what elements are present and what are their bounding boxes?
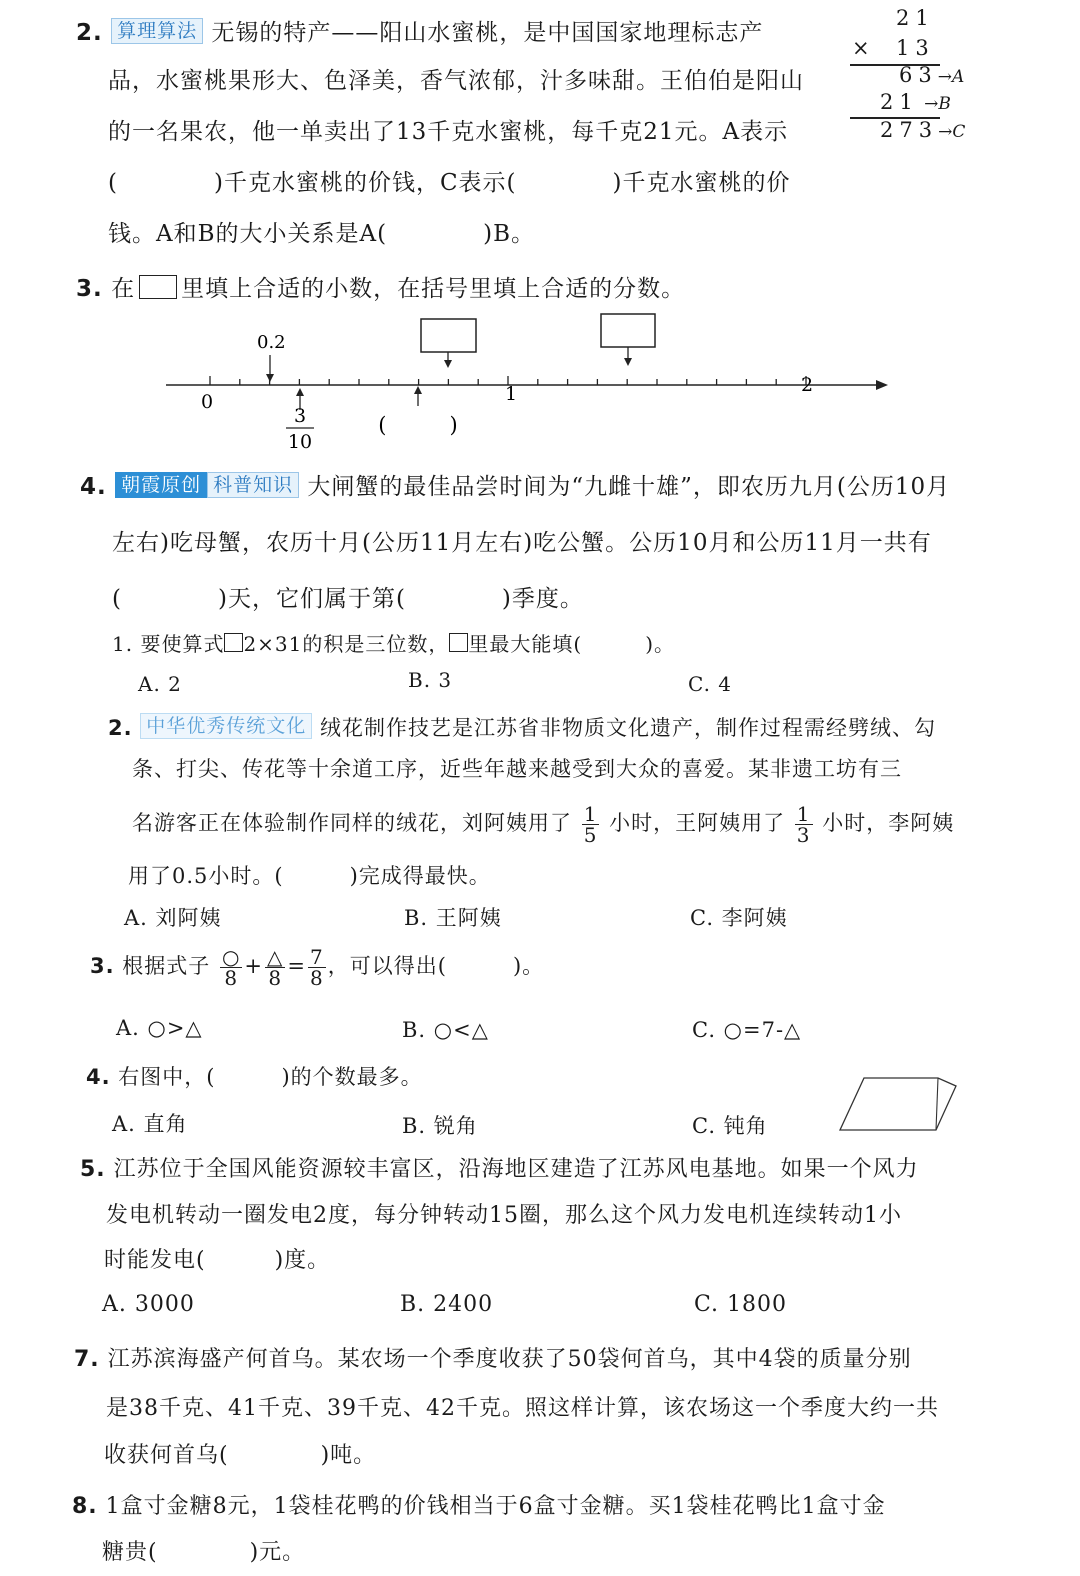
- question-3-line-1: [76, 270, 685, 303]
- question-text: 1盒寸金糖8元，1袋桂花鸭的价钱相当于6盒寸金糖。买1袋桂花鸭比1盒寸金: [105, 1494, 886, 1519]
- question-number: 3.: [76, 276, 103, 302]
- question-text: 2×31的积是三位数，: [243, 632, 450, 656]
- question-number: 2.: [108, 716, 133, 740]
- question-2-line-2: 品，水蜜桃果形大、色泽美，香气浓郁，汁多味甜。王伯伯是阳山: [108, 68, 804, 94]
- question-text: 右图中，( )的个数最多。: [118, 1065, 423, 1089]
- fraction-numerator: 3: [293, 405, 307, 427]
- point-label-0-2: 0.2: [257, 332, 286, 353]
- label-b: →B: [918, 94, 951, 114]
- tick-label-2: 2: [801, 374, 814, 396]
- question-2-line-3: 的一名果农，他一单卖出了13千克水蜜桃，每千克21元。A表示: [108, 119, 789, 145]
- axis-arrowhead: [876, 380, 888, 390]
- question-text: 小时，王阿姨用了: [609, 811, 786, 835]
- choice-3-option-b[interactable]: B. ○<△: [402, 1018, 489, 1042]
- question-text: 江苏滨海盛产何首乌。某农场一个季度收获了50袋何首乌，其中4袋的质量分别: [107, 1347, 912, 1372]
- choice-2-line-2: 条、打尖、传花等十余道工序，近些年越来越受到大众的喜爱。某非遗工坊有三: [132, 757, 902, 781]
- choice-3-option-c[interactable]: C. ○=7-△: [692, 1018, 802, 1042]
- question-number: 2.: [76, 20, 103, 46]
- question-text: 在: [111, 276, 136, 302]
- question-7-line-2: 是38千克、41千克、39千克、42千克。照这样计算，该农场这一个季度大约一共: [106, 1396, 939, 1421]
- product-value: 273: [880, 118, 939, 142]
- partial-product-2: [880, 90, 951, 114]
- question-number: 1.: [112, 632, 134, 656]
- question-number: 4.: [80, 474, 107, 500]
- category-tag: 科普知识: [207, 472, 299, 498]
- answer-box-sample: [139, 275, 177, 299]
- partial-product-1: [899, 63, 964, 87]
- choice-1-option-a[interactable]: A. 2: [138, 672, 182, 696]
- choice-2-option-c[interactable]: C. 李阿姨: [690, 906, 788, 930]
- question-8-line-1: [72, 1489, 886, 1520]
- number-line: [0, 300, 1000, 460]
- question-2-line-5: 钱。A和B的大小关系是A( )B。: [108, 221, 535, 247]
- question-4-line-3: ( )天，它们属于第( )季度。: [112, 586, 584, 612]
- question-text: 名游客正在体验制作同样的绒花，刘阿姨用了: [132, 811, 572, 835]
- multiplicand: 21: [896, 6, 935, 30]
- choice-1-option-c[interactable]: C. 4: [688, 672, 733, 696]
- choice-4-line-1: [86, 1061, 423, 1091]
- question-text: 绒花制作技艺是江苏省非物质文化遗产，制作过程需经劈绒、勾: [319, 716, 936, 740]
- choice-5-option-a[interactable]: A. 3000: [102, 1292, 195, 1317]
- brand-tag: 朝霞原创: [115, 472, 207, 498]
- tick-label-1: 1: [505, 383, 518, 405]
- category-tag: 中华优秀传统文化: [140, 713, 312, 739]
- question-text: 根据式子: [122, 954, 211, 978]
- category-tag: 算理算法: [111, 18, 203, 44]
- choice-2-option-b[interactable]: B. 王阿姨: [404, 906, 502, 930]
- choice-5-line-1: [80, 1152, 919, 1183]
- arrow-box-1: [444, 360, 452, 368]
- choice-5-line-3: 时能发电( )度。: [104, 1248, 331, 1273]
- fraction-triangle-eighths: $\frac{\triangle}{8}$: [267, 945, 284, 990]
- question-number: 5.: [80, 1157, 106, 1182]
- question-text: 无锡的特产——阳山水蜜桃，是中国国家地理标志产: [211, 20, 764, 46]
- choice-5-line-2: 发电机转动一圈发电2度，每分钟转动15圈，那么这个风力发电机连续转动1小: [106, 1203, 902, 1228]
- choice-1-stem: [112, 628, 675, 657]
- blank-fraction-parens: ( ): [378, 413, 458, 437]
- fraction-one-fifth: $\frac{1}{5}$: [583, 802, 598, 847]
- arrow-three-tenths: [296, 388, 304, 396]
- fraction-circle-eighths: $\frac{○}{8}$: [221, 945, 241, 990]
- blank-square: [224, 633, 243, 652]
- multiply-sign: ×: [852, 36, 876, 60]
- fraction-seven-eighths: $\frac{7}{8}$: [310, 945, 324, 990]
- question-4-line-1: [80, 468, 950, 501]
- partial-product-2-value: 21: [880, 90, 919, 114]
- question-text: 里最大能填( )。: [468, 632, 675, 656]
- question-number: 4.: [86, 1065, 111, 1089]
- question-text: ，可以得出( )。: [327, 954, 545, 978]
- question-7-line-3: 收获何首乌( )吨。: [104, 1443, 377, 1468]
- question-8-line-2: 糖贵( )元。: [102, 1540, 306, 1565]
- fraction-one-third: $\frac{1}{3}$: [796, 802, 811, 847]
- label-c: →C: [938, 122, 966, 142]
- question-number: 3.: [90, 954, 115, 978]
- question-2-line-1: [76, 14, 763, 47]
- blank-square: [449, 633, 468, 652]
- answer-box-2: [601, 314, 655, 347]
- question-text: 里填上合适的小数，在括号里填上合适的分数。: [181, 276, 686, 302]
- question-number: 8.: [72, 1494, 98, 1519]
- choice-2-line-4: 用了0.5小时。( )完成得最快。: [128, 864, 491, 888]
- question-2-line-4: ( )千克水蜜桃的价钱，C表示( )千克水蜜桃的价: [108, 170, 791, 196]
- question-text: 要使算式: [140, 632, 225, 656]
- question-4-line-2: 左右)吃母蟹，农历十月(公历11月左右)吃公蟹。公历10月和公历11月一共有: [112, 530, 932, 556]
- arrow-box-2: [624, 358, 632, 366]
- question-number: 7.: [74, 1347, 100, 1372]
- choice-5-option-c[interactable]: C. 1800: [694, 1292, 788, 1317]
- question-text: 大闸蟹的最佳品尝时间为“九雌十雄”，即农历九月(公历10月: [307, 474, 951, 500]
- question-7-line-1: [74, 1342, 912, 1373]
- choice-2-option-a[interactable]: A. 刘阿姨: [124, 906, 222, 930]
- partial-product-1-value: 63: [899, 63, 938, 87]
- answer-box-1: [421, 319, 476, 352]
- question-text: 小时，李阿姨: [822, 811, 955, 835]
- label-a: →A: [937, 67, 965, 87]
- choice-2-line-1: [108, 712, 936, 742]
- choice-3-option-a[interactable]: A. ○>△: [116, 1016, 203, 1040]
- choice-4-option-c[interactable]: C. 钝角: [692, 1114, 768, 1138]
- choice-5-option-b[interactable]: B. 2400: [400, 1292, 494, 1317]
- arrow-blank-fraction: [414, 386, 422, 394]
- multiplier: 13: [896, 36, 935, 60]
- question-text: 江苏位于全国风能资源较丰富区，沿海地区建造了江苏风电基地。如果一个风力: [113, 1157, 919, 1182]
- tick-label-0: 0: [201, 391, 214, 413]
- choice-4-option-a[interactable]: A. 直角: [112, 1112, 188, 1136]
- choice-2-line-3: [132, 804, 954, 845]
- fraction-denominator: 10: [287, 431, 313, 453]
- product: [880, 118, 965, 142]
- choice-1-option-b[interactable]: B. 3: [408, 668, 453, 692]
- choice-3-line-1: 3. 根据式子 $\frac{○}{8}$ + $\frac{\triangle}{8}$ = $\frac{7}{8}$ ，可以得出( )。: [90, 945, 545, 990]
- choice-4-option-b[interactable]: B. 锐角: [402, 1114, 478, 1138]
- trapezoid-figure: [836, 1074, 962, 1136]
